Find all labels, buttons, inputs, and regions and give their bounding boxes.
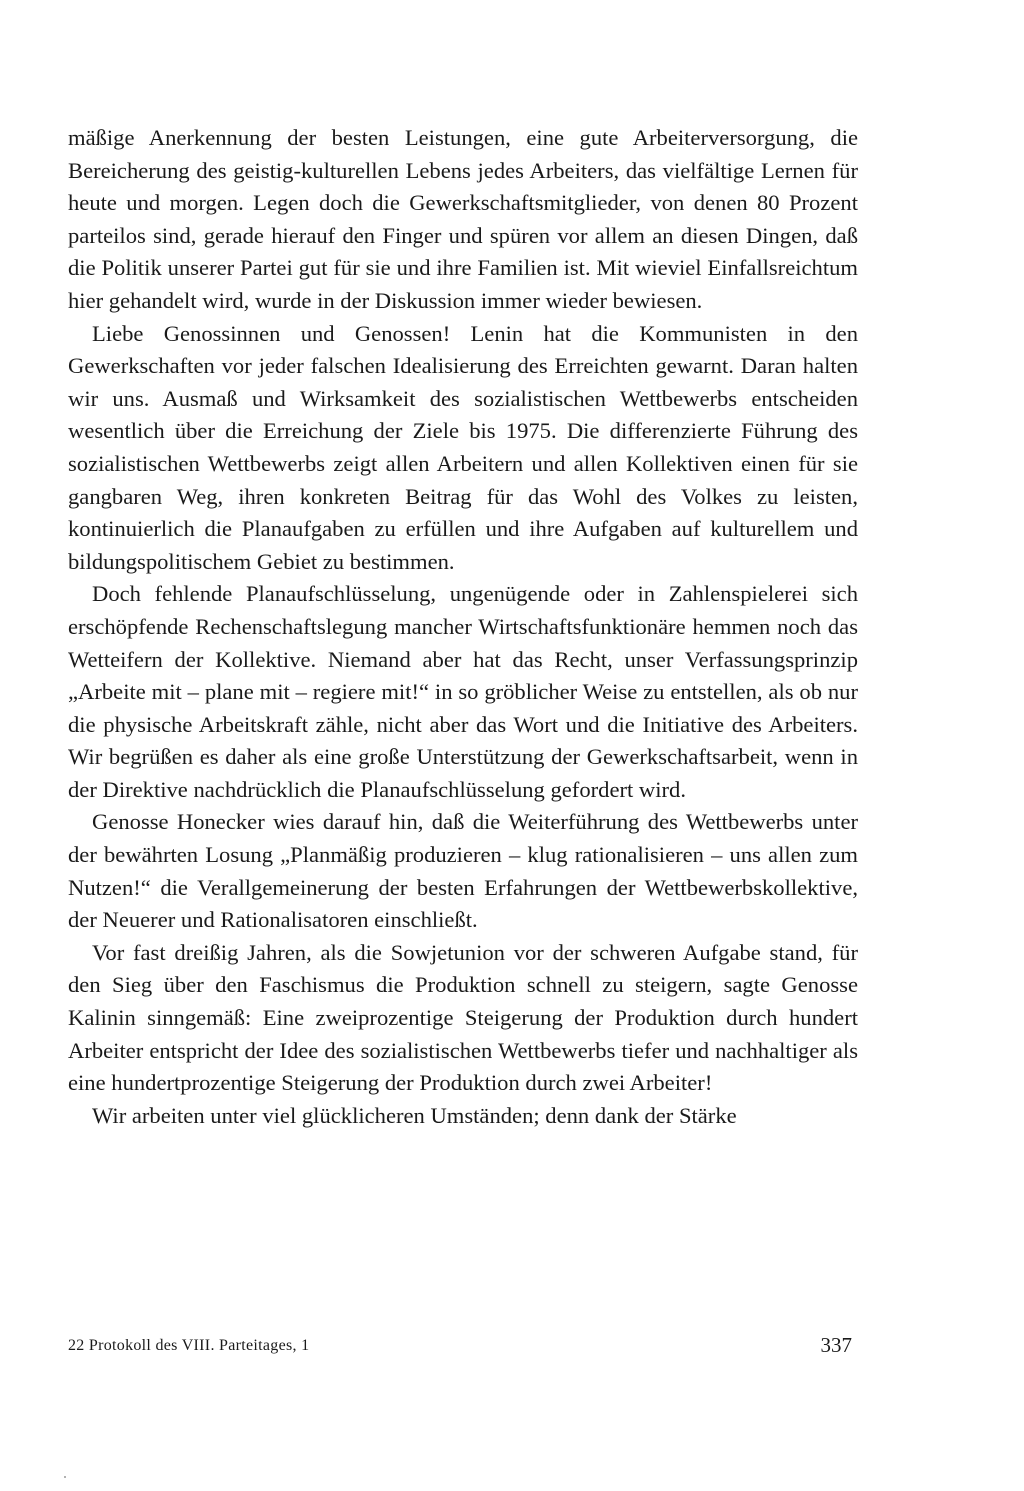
paragraph-6: Wir arbeiten unter viel glücklicheren Umständen; denn dank der Stärke: [92, 1102, 737, 1128]
page-number: 337: [820, 1333, 852, 1357]
paragraph-2: Liebe Genossinnen und Genossen! Lenin hat die Kommunisten in den Gewerkschaften vor jeder falschen Idealisierung des Erreichten gewarnt. Daran halten wir uns. Ausmaß und Wirksamkeit des sozialistischen Wettbewerbs entscheiden wesentlich über die Erreichung der Ziele bis 1975. Die differenzierte Führung des sozialistischen Wettbewerbs zeigt allen Arbeitern und allen Kollektiven einen für sie gangbaren Weg, ihren konkreten Beitrag für das Wohl des Volkes zu leisten, kontinuierlich die Planaufgaben zu erfüllen und ihre Aufgaben auf kulturellem und bildungspolitischem Gebiet zu bestimmen.: [68, 320, 858, 574]
paragraph-1: mäßige Anerkennung der besten Leistungen, eine gute Arbeiterversorgung, die Bereicherung des geistig-kulturellen Lebens jedes Arbeiters, das vielfältige Lernen für heute und morgen. Legen doch die Gewerkschaftsmitglieder, von denen 80 Prozent parteilos sind, gerade hierauf den Finger und spüren vor allem an diesen Dingen, daß die Politik unserer Partei gut für sie und ihre Familien ist. Mit wieviel Einfallsreichtum hier gehandelt wird, wurde in der Diskussion immer wieder bewiesen.: [68, 125, 858, 313]
printer-signature: 22 Protokoll des VIII. Parteitages, 1: [68, 1337, 310, 1354]
paragraph-5: Vor fast dreißig Jahren, als die Sowjetunion vor der schweren Aufgabe stand, für den Sieg über den Faschismus die Produktion schnell zu steigern, sagte Genosse Kalinin sinngemäß: Eine zweiprozentige Steigerung der Produktion durch hundert Arbeiter entspricht der Idee des sozialistischen Wettbewerbs tiefer und nachhaltiger als eine hundertprozentige Steigerung der Produktion durch zwei Arbeiter!: [68, 939, 858, 1096]
paragraph-3: Doch fehlende Planaufschlüsselung, ungenügende oder in Zahlenspielerei sich erschöpfende Rechenschaftslegung mancher Wirtschaftsfunktionäre hemmen noch das Wetteifern der Kollektive. Niemand aber hat das Recht, unser Verfassungsprinzip „Arbeite mit – plane mit – regiere mit!“ in so gröblicher Weise zu entstellen, als ob nur die physische Arbeitskraft zähle, nicht aber das Wort und die Initiative des Arbeiters. Wir begrüßen es daher als eine große Unterstützung der Gewerkschaftsarbeit, wenn in der Direktive nachdrücklich die Planaufschlüsselung gefordert wird.: [68, 581, 858, 802]
body-text: [68, 122, 858, 1132]
paper-speck: [64, 1476, 66, 1478]
paragraph-4: Genosse Honecker wies darauf hin, daß die Weiterführung des Wettbewerbs unter der bewährten Losung „Planmäßig produzieren – klug rationalisieren – uns allen zum Nutzen!“ die Verallgemeinerung der besten Erfahrungen der Wettbewerbskollektive, der Neuerer und Rationalisatoren einschließt.: [68, 809, 858, 933]
